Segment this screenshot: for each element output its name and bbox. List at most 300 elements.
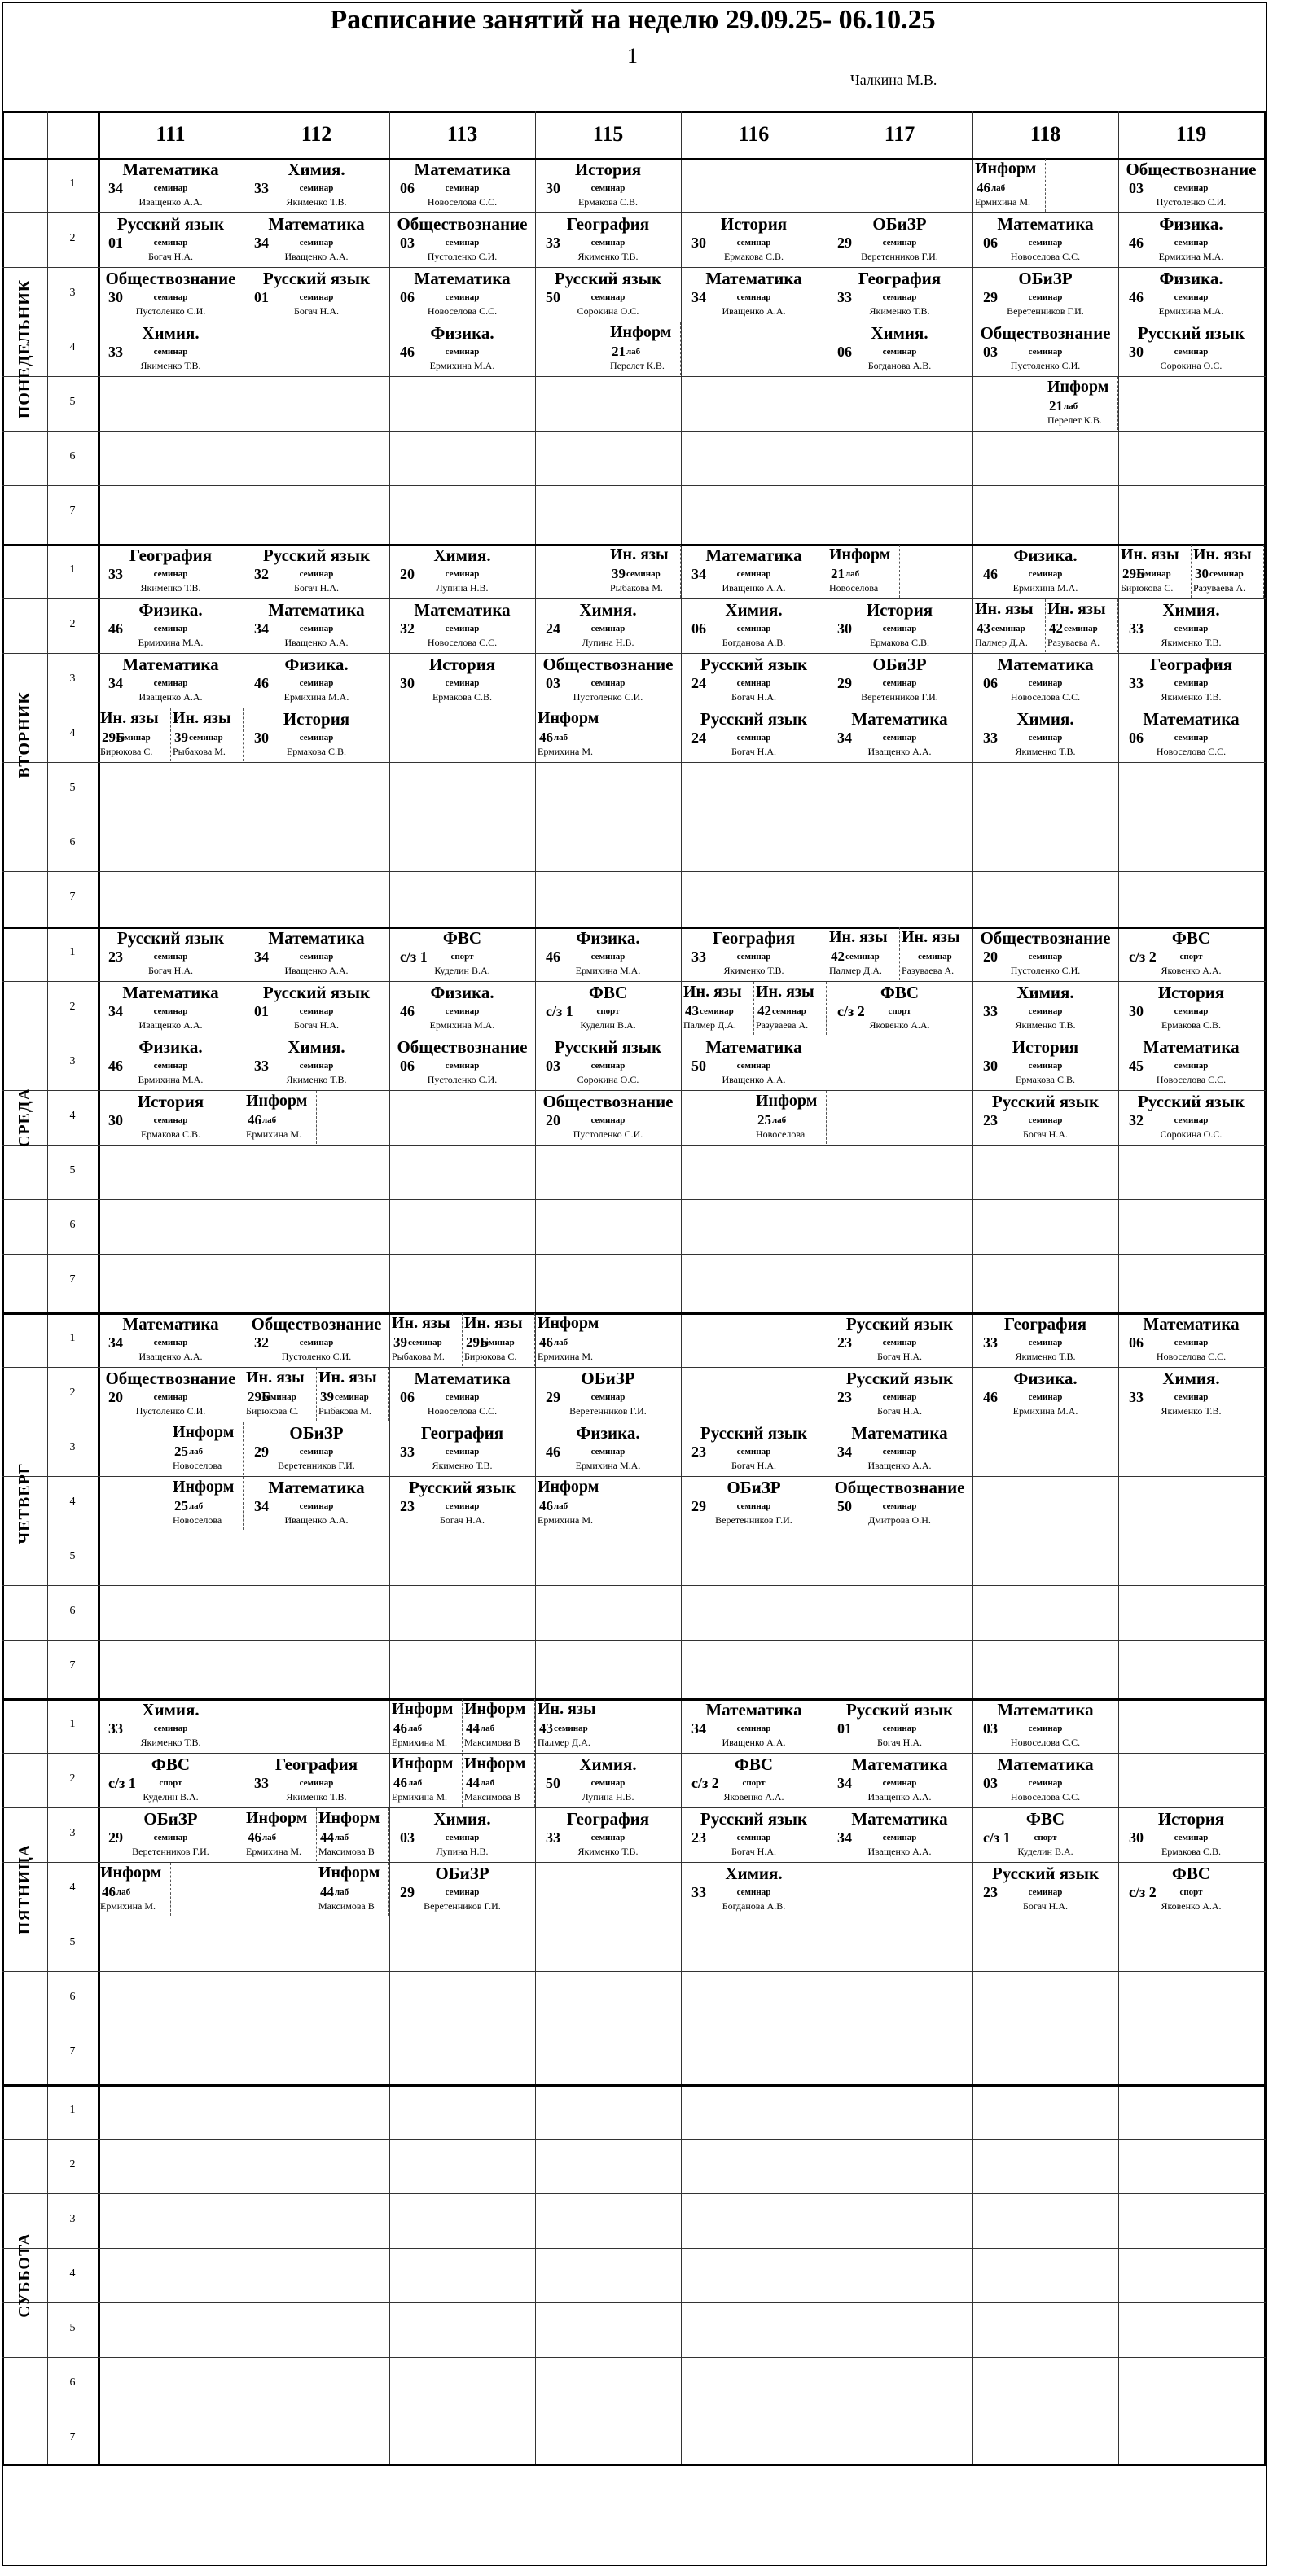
teacher-name: Якименко Т.В. xyxy=(1161,637,1222,648)
lesson-type: семинар xyxy=(445,1501,480,1511)
lesson-type: семинар xyxy=(736,569,771,579)
lesson-type: семинар xyxy=(736,1061,771,1071)
teacher-name: Пустоленко С.И. xyxy=(281,1351,352,1362)
lesson-cell[interactable] xyxy=(682,1808,826,1861)
lesson-cell[interactable] xyxy=(1119,1091,1263,1144)
lesson-cell[interactable] xyxy=(827,654,972,707)
auditorium-number: 46 xyxy=(539,1498,553,1514)
lesson-cell[interactable] xyxy=(754,982,827,1035)
lesson-cell[interactable] xyxy=(99,545,243,598)
auditorium-number: 33 xyxy=(546,1829,560,1846)
lesson-cell[interactable] xyxy=(1119,708,1263,761)
lesson-cell[interactable] xyxy=(608,322,681,375)
teacher-name: Иващенко А.А. xyxy=(867,746,932,757)
lesson-type: семинар xyxy=(882,1724,917,1733)
teacher-name: Лупина Н.В. xyxy=(582,637,634,648)
lesson-cell[interactable] xyxy=(99,654,243,707)
slot-number: 7 xyxy=(69,1273,76,1286)
lesson-cell[interactable] xyxy=(390,1368,534,1421)
subject-name: Информ xyxy=(756,1092,818,1110)
lesson-type: семинар xyxy=(1028,1115,1063,1125)
subject-name: Математика xyxy=(997,655,1094,674)
lesson-cell[interactable] xyxy=(244,654,388,707)
lesson-cell[interactable] xyxy=(99,927,243,980)
lesson-cell[interactable] xyxy=(536,1368,680,1421)
lesson-cell[interactable] xyxy=(244,1036,388,1089)
auditorium-number: 50 xyxy=(546,289,560,305)
lesson-cell[interactable] xyxy=(827,1422,972,1475)
auditorium-number: 46 xyxy=(254,675,269,691)
slot-number: 3 xyxy=(69,287,76,299)
auditorium-number: 30 xyxy=(1129,1003,1144,1019)
lesson-cell[interactable] xyxy=(99,1313,243,1366)
subject-name: Математика xyxy=(122,160,219,179)
auditorium-number: 30 xyxy=(1195,566,1209,581)
lesson-cell[interactable] xyxy=(1119,322,1263,375)
lesson-cell[interactable] xyxy=(463,1699,535,1752)
subject-name: Химия. xyxy=(725,1864,783,1883)
subject-name: Ин. язы xyxy=(246,1369,305,1387)
subject-name: Физика. xyxy=(1013,1369,1078,1388)
lesson-cell[interactable] xyxy=(827,982,972,1035)
lesson-type: семинар xyxy=(1174,733,1209,743)
teacher-name: Ермихина М. xyxy=(538,1514,594,1526)
lesson-cell[interactable] xyxy=(390,982,534,1035)
subject-name: Математика xyxy=(851,709,948,729)
teacher-name: Богач Н.А. xyxy=(731,1460,777,1471)
teacher-name: Иващенко А.А. xyxy=(284,1514,349,1526)
lesson-cell[interactable] xyxy=(1119,268,1263,321)
lesson-cell[interactable] xyxy=(973,268,1117,321)
teacher-name: Максимова В xyxy=(318,1900,375,1912)
subject-name: Физика. xyxy=(430,323,494,343)
slot-number: 1 xyxy=(69,2104,76,2116)
lesson-cell[interactable] xyxy=(99,159,243,212)
subject-name: Русский язык xyxy=(1137,323,1245,343)
subject-name: Обществознание xyxy=(397,1037,528,1057)
lesson-cell[interactable] xyxy=(536,1808,680,1861)
teacher-name: Сорокина О.С. xyxy=(1160,360,1223,371)
subject-name: Химия. xyxy=(142,1700,200,1720)
lesson-cell[interactable] xyxy=(1046,599,1118,652)
teacher-name: Дмитрова О.Н. xyxy=(868,1514,931,1526)
lesson-cell[interactable] xyxy=(973,1368,1117,1421)
lesson-type: семинар xyxy=(736,1501,771,1511)
lesson-cell[interactable] xyxy=(244,545,388,598)
lesson-cell[interactable] xyxy=(973,545,1117,598)
lesson-cell[interactable] xyxy=(973,599,1046,652)
slot-number: 5 xyxy=(69,782,76,794)
teacher-name: Ермакова С.В. xyxy=(577,196,639,208)
lesson-type: лаб xyxy=(189,1501,204,1511)
auditorium-number: 01 xyxy=(108,234,123,251)
lesson-cell[interactable] xyxy=(682,1036,826,1089)
lesson-type: семинар xyxy=(299,1778,334,1788)
lesson-cell[interactable] xyxy=(973,159,1046,212)
lesson-cell[interactable] xyxy=(682,708,826,761)
lesson-cell[interactable] xyxy=(973,213,1117,266)
subject-name: Информ xyxy=(318,1809,380,1827)
lesson-cell[interactable] xyxy=(390,1422,534,1475)
lesson-cell[interactable] xyxy=(390,1808,534,1861)
lesson-cell[interactable] xyxy=(317,1368,389,1421)
subject-name: История xyxy=(1012,1037,1079,1057)
auditorium-number: 46 xyxy=(400,344,415,360)
lesson-cell[interactable] xyxy=(244,1422,388,1475)
auditorium-number: 20 xyxy=(546,1112,560,1128)
slot-number: 4 xyxy=(69,1496,76,1508)
teacher-name: Ермихина М.А. xyxy=(1158,251,1224,262)
lesson-cell[interactable] xyxy=(1119,213,1263,266)
lesson-type: семинар xyxy=(153,952,188,962)
lesson-type: семинар xyxy=(153,1724,188,1733)
lesson-cell[interactable] xyxy=(317,1863,389,1916)
auditorium-number: 34 xyxy=(254,1498,269,1514)
lesson-cell[interactable] xyxy=(99,268,243,321)
lesson-cell[interactable] xyxy=(827,1368,972,1421)
lesson-cell[interactable] xyxy=(244,1808,317,1861)
lesson-cell[interactable] xyxy=(244,927,388,980)
lesson-cell[interactable] xyxy=(536,268,680,321)
grid-line xyxy=(681,111,682,2464)
subject-name: Русский язык xyxy=(262,983,371,1002)
lesson-cell[interactable] xyxy=(1046,377,1118,430)
teacher-name: Веретенников Г.И. xyxy=(861,691,938,703)
auditorium-number: 20 xyxy=(983,948,998,965)
subject-name: Математика xyxy=(268,214,365,234)
subject-name: Ин. язы xyxy=(975,600,1034,618)
lesson-cell[interactable] xyxy=(827,927,900,980)
teacher-name: Куделин В.А. xyxy=(580,1019,636,1031)
grid-line xyxy=(2,431,1266,432)
lesson-cell[interactable] xyxy=(390,322,534,375)
auditorium-number: 42 xyxy=(831,948,845,964)
slot-number: 4 xyxy=(69,1882,76,1894)
lesson-cell[interactable] xyxy=(682,654,826,707)
lesson-cell[interactable] xyxy=(99,1036,243,1089)
lesson-cell[interactable] xyxy=(682,268,826,321)
subject-name: География xyxy=(420,1423,504,1443)
lesson-cell[interactable] xyxy=(973,1754,1117,1807)
day-label: СРЕДА xyxy=(15,1087,33,1147)
lesson-cell[interactable] xyxy=(536,1422,680,1475)
lesson-cell[interactable] xyxy=(682,927,826,980)
subject-name: Обществознание xyxy=(980,928,1111,948)
lesson-cell[interactable] xyxy=(827,545,900,598)
lesson-cell[interactable] xyxy=(536,1477,608,1530)
lesson-type: семинар xyxy=(736,1724,771,1733)
lesson-cell[interactable] xyxy=(973,1863,1117,1916)
lesson-cell[interactable] xyxy=(99,322,243,375)
lesson-cell[interactable] xyxy=(973,322,1117,375)
teacher-name: Новоселова С.С. xyxy=(427,305,498,317)
subject-name: Информ xyxy=(1047,378,1109,396)
lesson-type: семинар xyxy=(882,1778,917,1788)
teacher-name: Сорокина О.С. xyxy=(577,1074,639,1085)
lesson-cell[interactable] xyxy=(99,1808,243,1861)
lesson-cell[interactable] xyxy=(244,708,388,761)
lesson-cell[interactable] xyxy=(827,1699,972,1752)
lesson-type: семинар xyxy=(626,569,661,579)
lesson-cell[interactable] xyxy=(973,654,1117,707)
lesson-cell[interactable] xyxy=(1119,982,1263,1035)
lesson-cell[interactable] xyxy=(99,599,243,652)
teacher-name: Пустоленко С.И. xyxy=(427,1074,498,1085)
lesson-cell[interactable] xyxy=(536,654,680,707)
lesson-type: семинар xyxy=(590,1833,626,1842)
grid-line xyxy=(2,2139,1266,2140)
teacher-name: Иващенко А.А. xyxy=(722,582,786,594)
lesson-type: семинар xyxy=(882,347,917,357)
lesson-cell[interactable] xyxy=(244,599,388,652)
lesson-type: семинар xyxy=(882,733,917,743)
teacher-name: Якименко Т.В. xyxy=(140,1737,201,1748)
lesson-cell[interactable] xyxy=(827,213,972,266)
subject-name: Ин. язы xyxy=(1047,600,1106,618)
teacher-name: Богач Н.А. xyxy=(876,1351,923,1362)
lesson-cell[interactable] xyxy=(244,1754,388,1807)
lesson-type: семинар xyxy=(153,1392,188,1402)
lesson-cell[interactable] xyxy=(171,1477,244,1530)
auditorium-number: 33 xyxy=(108,1720,123,1737)
teacher-name: Сорокина О.С. xyxy=(1160,1128,1223,1140)
lesson-cell[interactable] xyxy=(390,1477,534,1530)
lesson-type: семинар xyxy=(445,624,480,633)
lesson-cell[interactable] xyxy=(536,1091,680,1144)
auditorium-number: 33 xyxy=(983,1334,998,1351)
lesson-cell[interactable] xyxy=(536,927,680,980)
lesson-type: спорт xyxy=(159,1778,182,1788)
lesson-type: семинар xyxy=(153,183,188,193)
lesson-cell[interactable] xyxy=(99,1863,171,1916)
lesson-cell[interactable] xyxy=(1192,545,1264,598)
teacher-name: Пустоленко С.И. xyxy=(573,1128,643,1140)
lesson-cell[interactable] xyxy=(1119,159,1263,212)
teacher-name: Палмер Д.А. xyxy=(683,1019,736,1031)
lesson-cell[interactable] xyxy=(99,1699,243,1752)
lesson-type: лаб xyxy=(262,1115,277,1125)
lesson-cell[interactable] xyxy=(99,213,243,266)
lesson-cell[interactable] xyxy=(390,545,534,598)
lesson-cell[interactable] xyxy=(1119,1036,1263,1089)
lesson-cell[interactable] xyxy=(827,1313,972,1366)
lesson-cell[interactable] xyxy=(682,1477,826,1530)
lesson-cell[interactable] xyxy=(827,1754,972,1807)
auditorium-number: 30 xyxy=(691,234,706,251)
lesson-cell[interactable] xyxy=(244,159,388,212)
auditorium-number: 46 xyxy=(400,1003,415,1019)
lesson-cell[interactable] xyxy=(682,1754,826,1807)
teacher-name: Иващенко А.А. xyxy=(867,1846,932,1857)
lesson-type: семинар xyxy=(299,1338,334,1347)
lesson-cell[interactable] xyxy=(973,1808,1117,1861)
teacher-name: Ермихина М. xyxy=(392,1791,448,1803)
lesson-cell[interactable] xyxy=(463,1313,535,1366)
lesson-cell[interactable] xyxy=(1119,599,1263,652)
slot-number: 1 xyxy=(69,946,76,958)
auditorium-number: 34 xyxy=(691,289,706,305)
teacher-name: Разуваева А. xyxy=(1047,637,1100,648)
lesson-cell[interactable] xyxy=(390,1754,463,1807)
lesson-cell[interactable] xyxy=(973,1313,1117,1366)
teacher-name: Ермихина М. xyxy=(392,1737,448,1748)
lesson-cell[interactable] xyxy=(171,708,244,761)
lesson-cell[interactable] xyxy=(390,927,534,980)
subject-name: ОБиЗР xyxy=(435,1864,489,1883)
teacher-name: Рыбакова М. xyxy=(610,582,663,594)
lesson-cell[interactable] xyxy=(390,1036,534,1089)
teacher-name: Иващенко А.А. xyxy=(722,1737,786,1748)
lesson-cell[interactable] xyxy=(1119,545,1192,598)
slot-number: 2 xyxy=(69,1387,76,1399)
lesson-cell[interactable] xyxy=(682,1699,826,1752)
lesson-cell[interactable] xyxy=(682,982,754,1035)
teacher-name: Якименко Т.В. xyxy=(1161,1405,1222,1417)
lesson-cell[interactable] xyxy=(973,1036,1117,1089)
teacher-name: Богач Н.А. xyxy=(731,746,777,757)
lesson-cell[interactable] xyxy=(973,927,1117,980)
lesson-type: семинар xyxy=(153,678,188,688)
lesson-type: семинар xyxy=(882,1392,917,1402)
lesson-cell[interactable] xyxy=(390,213,534,266)
subject-name: Ин. язы xyxy=(829,928,888,946)
grid-line xyxy=(98,111,100,2464)
lesson-type: семинар xyxy=(554,1724,588,1733)
lesson-cell[interactable] xyxy=(244,1091,317,1144)
lesson-cell[interactable] xyxy=(827,1477,972,1530)
lesson-type: семинар xyxy=(445,1061,480,1071)
lesson-cell[interactable] xyxy=(390,1699,463,1752)
teacher-name: Яковенко А.А. xyxy=(1161,965,1222,976)
lesson-cell[interactable] xyxy=(973,708,1117,761)
lesson-cell[interactable] xyxy=(682,545,826,598)
teacher-name: Якименко Т.В. xyxy=(140,360,201,371)
lesson-cell[interactable] xyxy=(536,1754,680,1807)
lesson-cell[interactable] xyxy=(827,708,972,761)
lesson-type: семинар xyxy=(445,238,480,248)
lesson-cell[interactable] xyxy=(682,1422,826,1475)
teacher-name: Якименко Т.В. xyxy=(1015,746,1076,757)
lesson-cell[interactable] xyxy=(244,1477,388,1530)
lesson-cell[interactable] xyxy=(536,1699,608,1752)
lesson-cell[interactable] xyxy=(973,1091,1117,1144)
lesson-cell[interactable] xyxy=(390,159,534,212)
subject-name: Математика xyxy=(122,655,219,674)
teacher-name: Якименко Т.В. xyxy=(432,1460,493,1471)
lesson-cell[interactable] xyxy=(1119,1313,1263,1366)
lesson-cell[interactable] xyxy=(536,1313,608,1366)
lesson-cell[interactable] xyxy=(536,708,608,761)
lesson-cell[interactable] xyxy=(99,1754,243,1807)
lesson-type: семинар xyxy=(445,1392,480,1402)
lesson-cell[interactable] xyxy=(244,1313,388,1366)
lesson-cell[interactable] xyxy=(244,268,388,321)
auditorium-number: 06 xyxy=(1129,729,1144,746)
lesson-type: семинар xyxy=(700,1006,734,1016)
lesson-cell[interactable] xyxy=(390,1313,463,1366)
teacher-name: Богач Н.А. xyxy=(293,1019,340,1031)
subject-name: Химия. xyxy=(1162,600,1220,620)
lesson-cell[interactable] xyxy=(900,927,972,980)
lesson-cell[interactable] xyxy=(390,268,534,321)
lesson-cell[interactable] xyxy=(1119,1808,1263,1861)
subject-name: Физика. xyxy=(284,655,349,674)
lesson-type: семинар xyxy=(1028,1778,1063,1788)
subject-name: Информ xyxy=(392,1755,454,1772)
lesson-cell[interactable] xyxy=(827,322,972,375)
lesson-cell[interactable] xyxy=(536,159,680,212)
lesson-cell[interactable] xyxy=(536,213,680,266)
lesson-cell[interactable] xyxy=(99,1368,243,1421)
teacher-name: Ермихина М.А. xyxy=(575,1460,641,1471)
lesson-cell[interactable] xyxy=(244,982,388,1035)
lesson-cell[interactable] xyxy=(99,982,243,1035)
auditorium-number: 30 xyxy=(108,289,123,305)
lesson-type: семинар xyxy=(1174,624,1209,633)
lesson-cell[interactable] xyxy=(754,1091,827,1144)
lesson-cell[interactable] xyxy=(1119,1368,1263,1421)
lesson-cell[interactable] xyxy=(390,654,534,707)
lesson-cell[interactable] xyxy=(536,599,680,652)
lesson-cell[interactable] xyxy=(973,982,1117,1035)
teacher-name: Ермихина М. xyxy=(100,1900,156,1912)
teacher-name: Палмер Д.А. xyxy=(829,965,882,976)
lesson-cell[interactable] xyxy=(171,1422,244,1475)
lesson-cell[interactable] xyxy=(827,1808,972,1861)
teacher-name: Новоселова С.С. xyxy=(1010,251,1081,262)
lesson-cell[interactable] xyxy=(827,599,972,652)
lesson-cell[interactable] xyxy=(973,1699,1117,1752)
lesson-cell[interactable] xyxy=(99,708,171,761)
auditorium-number: 06 xyxy=(983,234,998,251)
lesson-cell[interactable] xyxy=(463,1754,535,1807)
lesson-cell[interactable] xyxy=(390,599,534,652)
slot-number: 5 xyxy=(69,396,76,408)
lesson-cell[interactable] xyxy=(244,213,388,266)
auditorium-number: 33 xyxy=(691,948,706,965)
lesson-type: семинар xyxy=(189,733,223,743)
auditorium-number: 44 xyxy=(320,1884,334,1899)
lesson-cell[interactable] xyxy=(682,213,826,266)
lesson-cell[interactable] xyxy=(536,982,680,1035)
lesson-cell[interactable] xyxy=(1119,927,1263,980)
lesson-cell[interactable] xyxy=(536,1036,680,1089)
auditorium-number: 29Б xyxy=(248,1389,271,1404)
auditorium-number: 46 xyxy=(983,1389,998,1405)
teacher-name: Рыбакова М. xyxy=(392,1351,445,1362)
subject-name: Русский язык xyxy=(116,214,225,234)
subject-name: Информ xyxy=(246,1809,308,1827)
day-label: ВТОРНИК xyxy=(15,690,33,778)
subject-name: Информ xyxy=(246,1092,308,1110)
subject-name: География xyxy=(712,928,796,948)
lesson-cell[interactable] xyxy=(244,1368,317,1421)
subject-name: Русский язык xyxy=(845,1314,954,1334)
lesson-cell[interactable] xyxy=(390,1863,534,1916)
lesson-cell[interactable] xyxy=(1119,1863,1263,1916)
lesson-cell[interactable] xyxy=(608,545,681,598)
lesson-cell[interactable] xyxy=(682,599,826,652)
lesson-cell[interactable] xyxy=(827,268,972,321)
lesson-cell[interactable] xyxy=(99,1091,243,1144)
lesson-cell[interactable] xyxy=(682,1863,826,1916)
subject-name: Русский язык xyxy=(262,545,371,565)
lesson-cell[interactable] xyxy=(1119,654,1263,707)
auditorium-number: 33 xyxy=(254,1058,269,1074)
lesson-cell[interactable] xyxy=(317,1808,389,1861)
auditorium-number: 33 xyxy=(108,344,123,360)
subject-name: География xyxy=(858,269,942,288)
